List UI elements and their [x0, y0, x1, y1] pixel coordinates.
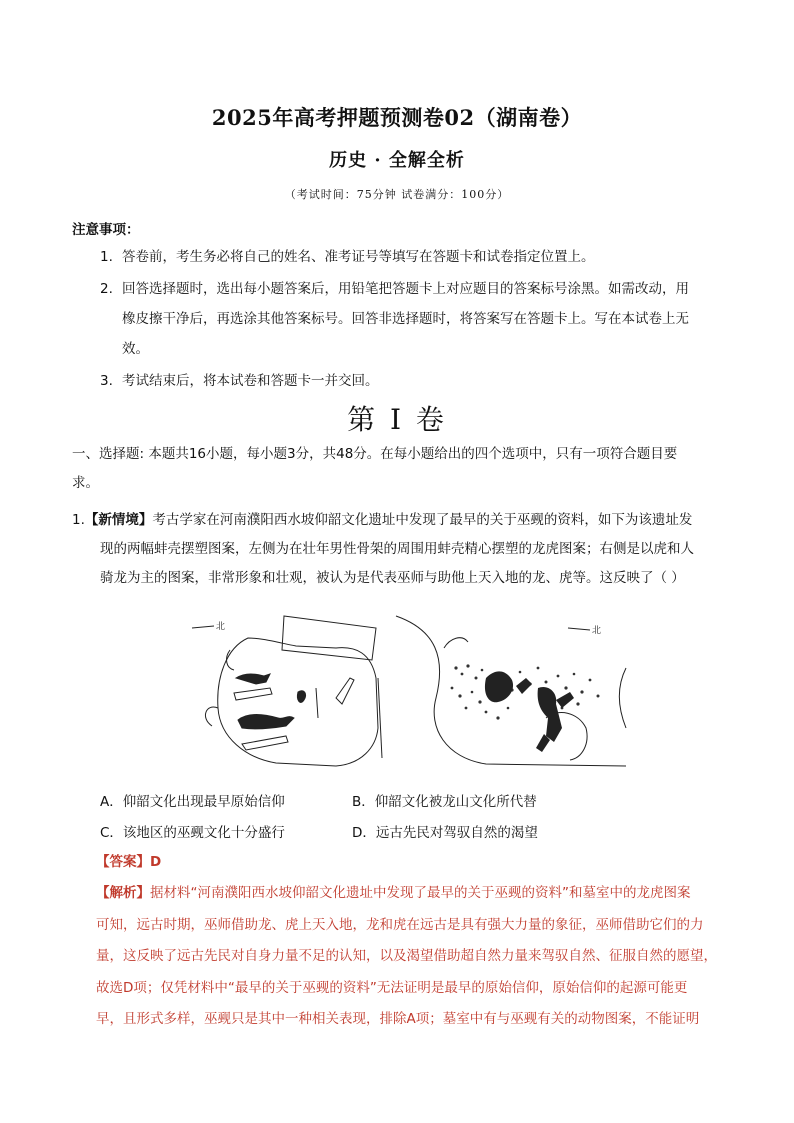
note-text-line2: 橡皮擦干净后，再选涂其他答案标号。回答非选择题时，将答案写在答题卡上。写在本试卷上无 — [122, 311, 689, 327]
analysis-line-4: 故选D项；仅凭材料中“最早的关于巫觋的资料”无法证明是最早的原始信仰，原始信仰的起源可能更 — [96, 979, 688, 996]
analysis-line-1: 据材料“河南濮阳西水坡仰韶文化遗址中发现了最早的关于巫觋的资料”和墓室中的龙虎图案 — [150, 885, 691, 901]
question-line-1: 考古学家在河南濮阳西水坡仰韶文化遗址中发现了最早的关于巫觋的资料，如下为该遗址发 — [152, 512, 693, 528]
analysis-line-5: 早，且形式多样，巫觋只是其中一种相关表现，排除A项；墓室中有与巫觋有关的动物图案，不能证明 — [96, 1011, 700, 1027]
note-text-line1: 回答选择题时，选出每小题答案后，用铅笔把答题卡上对应题目的答案标号涂黑。如需改动，用 — [122, 281, 689, 297]
archaeology-figure — [186, 608, 636, 772]
left-tomb-drawing — [205, 616, 382, 766]
left-shell-figures — [234, 674, 354, 750]
exam-info: （考试时间：75分钟 试卷满分：100分） — [284, 188, 510, 201]
section-line-2: 求。 — [72, 475, 99, 491]
question-number: 1. — [72, 512, 85, 528]
option-b[interactable]: B．仰韶文化被龙山文化所代替 — [352, 794, 537, 810]
note-item-1 — [100, 242, 722, 272]
question-1 — [72, 506, 726, 593]
note-item-2 — [100, 274, 722, 364]
left-north-label: 北 — [216, 622, 226, 632]
note-text: 答卷前，考生务必将自己的姓名、准考证号等填写在答题卡和试卷指定位置上。 — [122, 249, 595, 265]
section-line-1: 一、选择题: 本题共16小题，每小题3分，共48分。在每小题给出的四个选项中，只有一项符合题目要 — [72, 446, 678, 462]
volume-title: 第 I 卷 — [347, 403, 447, 436]
option-a[interactable]: A．仰韶文化出现最早原始信仰 — [100, 794, 285, 810]
note-text: 考试结束后，将本试卷和答题卡一并交回。 — [122, 373, 379, 389]
right-north-label: 北 — [592, 626, 602, 636]
analysis-tag: 【解析】 — [96, 885, 150, 901]
analysis-block — [96, 878, 726, 1036]
answer-label: 【答案】D — [96, 854, 162, 870]
right-north-arrow — [568, 624, 601, 636]
exam-title: 2025年高考押题预测卷02（湖南卷） — [211, 105, 583, 130]
note-text-line3: 效。 — [122, 341, 149, 357]
note-item-3 — [100, 366, 722, 396]
option-d[interactable]: D．远古先民对驾驭自然的渴望 — [352, 825, 538, 841]
note-number: 2. — [100, 281, 113, 297]
exam-subtitle: 历史 · 全解全析 — [329, 150, 465, 171]
left-north-arrow — [192, 620, 225, 632]
section-instructions — [72, 440, 726, 498]
question-tag: 【新情境】 — [84, 512, 153, 528]
analysis-line-2: 可知，远古时期，巫师借助龙、虎上天入地，龙和虎在远古是具有强大力量的象征，巫师借助它们的力 — [96, 916, 704, 933]
note-number: 3. — [100, 373, 113, 389]
question-line-3: 骑龙为主的图案，非常形象和壮观，被认为是代表巫师与助他上天入地的龙、虎等。这反映了（ ） — [100, 570, 685, 586]
right-shell-scatter — [451, 664, 600, 719]
question-line-2: 现的两幅蚌壳摆塑图案，左侧为在壮年男性骨架的周围用蚌壳精心摆塑的龙虎图案；右侧是以虎和人 — [100, 541, 694, 557]
analysis-line-3: 量，这反映了远古先民对自身力量不足的认知，以及渴望借助超自然力量来驾驭自然、征服自然的愿望， — [96, 948, 717, 964]
right-tiger-and-dragon — [485, 671, 574, 752]
option-c[interactable]: C．该地区的巫觋文化十分盛行 — [100, 825, 285, 841]
note-number: 1. — [100, 249, 113, 265]
notes-heading: 注意事项： — [72, 222, 140, 238]
